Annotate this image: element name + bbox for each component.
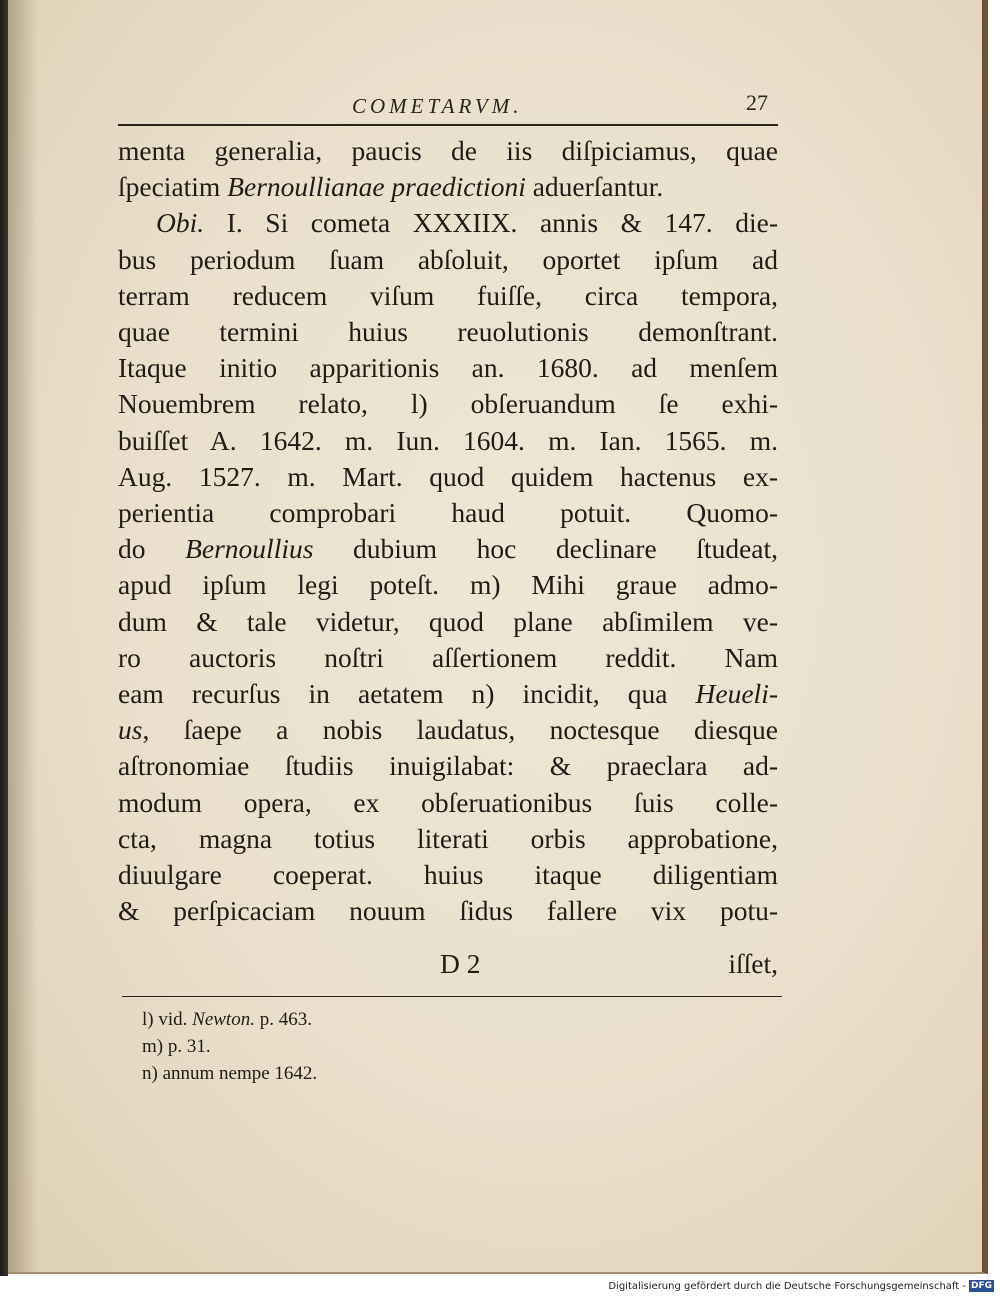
signature-mark: D 2 (440, 948, 481, 979)
catchword: iſſet, (728, 948, 778, 979)
text-line: bus periodum ſuam abſoluit, oportet ipſum ad (118, 243, 778, 275)
footnote-mark: l) (142, 1009, 154, 1030)
text-line: perientia comprobari haud potuit. Quomo- (118, 497, 778, 529)
text-line: ſpeciatim Bernoullianae praedictioni aduerſantur. (118, 171, 664, 203)
text-line: aſtronomiae ſtudiis inuigilabat: & praeclara ad- (118, 750, 778, 782)
text-line: quae termini huius reuolutionis demonſtrant. (118, 316, 778, 348)
footnote-m: m) p. 31. (142, 1036, 211, 1057)
italic-name: Heueli- (695, 678, 778, 710)
book-spine-edge (0, 0, 8, 1276)
footnote-italic: Newton. (192, 1009, 255, 1030)
text-line: ro auctoris noſtri aſſertionem reddit. Nam (118, 641, 778, 673)
italic-name: Bernoullianae praedictioni (227, 171, 526, 203)
page-number: 27 (746, 90, 768, 115)
footnote-mark: m) (142, 1036, 164, 1057)
digitization-credit (608, 1280, 994, 1294)
text-line: do Bernoullius dubium hoc declinare ſtudeat, (118, 533, 778, 565)
footnote-l: l) vid. Newton. p. 463. (142, 1009, 312, 1030)
text-line: apud ipſum legi poteſt. m) Mihi graue admo- (118, 569, 778, 601)
text-line: cta, magna totius literati orbis approbatione, (118, 822, 778, 854)
header-rule (118, 124, 778, 126)
credit-text: Digitalisierung gefördert durch die Deutsche Forschungsgemeinschaft - (608, 1281, 966, 1292)
text-line: Obi. I. Si cometa XXXIIX. annis & 147. die- (156, 207, 778, 239)
italic-name: us (118, 714, 143, 746)
footnote-n: n) annum nempe 1642. (142, 1063, 318, 1084)
text-line: eam recurſus in aetatem n) incidit, qua Heueli- (118, 678, 778, 710)
text-line: diuulgare coeperat. huius itaque diligentiam (118, 859, 778, 891)
text-line: menta generalia, paucis de iis diſpiciamus, quae (118, 135, 778, 166)
running-head (112, 88, 772, 124)
catch-line (118, 948, 778, 984)
footnote-rule (122, 996, 782, 997)
footnote-mark: n) (142, 1063, 158, 1084)
running-head-title: COMETARVM. (352, 94, 523, 118)
text-line: Aug. 1527. m. Mart. quod quidem hactenus ex- (118, 460, 778, 492)
body-text (118, 133, 778, 929)
objection-label: Obi. (156, 207, 205, 239)
text-line: modum opera, ex obſeruationibus ſuis colle- (118, 786, 778, 818)
text-line: buiſſet A. 1642. m. Iun. 1604. m. Ian. 1565. m. (118, 424, 778, 456)
text-line: dum & tale videtur, quod plane abſimilem ve- (118, 605, 778, 637)
text-line: Nouembrem relato, l) obſeruandum ſe exhi- (118, 388, 778, 420)
text-line: terram reducem viſum fuiſſe, circa tempora, (118, 279, 778, 311)
text-line: Itaque initio apparitionis an. 1680. ad menſem (118, 352, 778, 384)
italic-name: Bernoullius (185, 533, 314, 565)
dfg-logo: DFG (970, 1281, 992, 1291)
text-line: us, ſaepe a nobis laudatus, noctesque diesque (118, 714, 778, 746)
text-line: & perſpicaciam nouum ſidus fallere vix potu- (118, 895, 778, 927)
footnotes (142, 1006, 742, 1087)
